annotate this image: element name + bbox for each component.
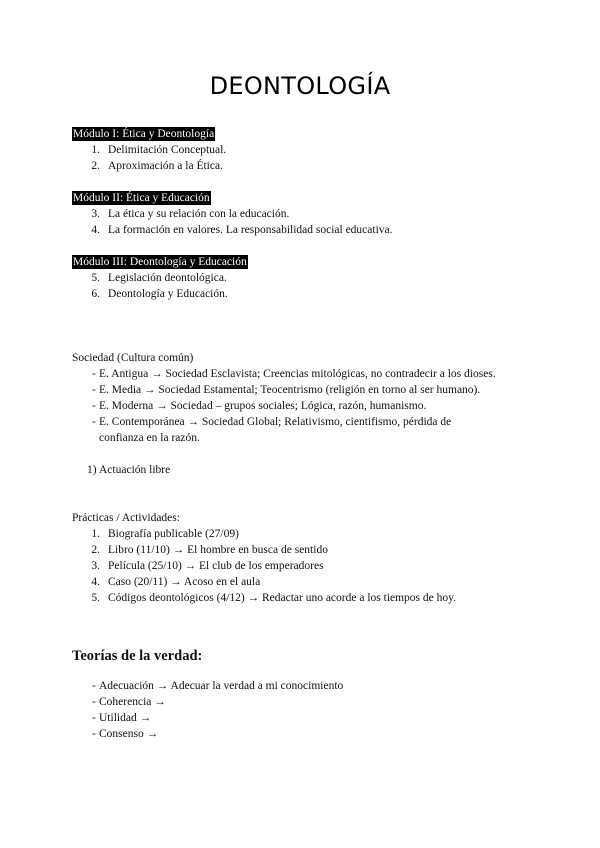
list-text: Libro (11/10) → El hombre en busca de sentido	[108, 544, 328, 556]
page-title: DEONTOLOGÍA	[209, 72, 391, 100]
list-item	[72, 206, 393, 222]
module-heading: Módulo II: Ética y Educación	[73, 192, 210, 204]
list-number: 3.	[91, 208, 100, 220]
list-number: 1.	[91, 144, 100, 156]
module-1-list	[72, 142, 226, 174]
section-heading: Prácticas / Actividades:	[72, 512, 180, 524]
module-1	[72, 126, 226, 174]
list-text: Coherencia →	[99, 696, 166, 708]
list-number: 2.	[91, 544, 100, 556]
module-2-list	[72, 206, 393, 238]
list-number: 5.	[91, 592, 100, 604]
list-number: 4.	[91, 576, 100, 588]
list-item	[72, 726, 343, 742]
sociedad-section	[72, 350, 512, 478]
module-3	[72, 254, 248, 302]
list-bullet: -	[92, 696, 96, 708]
list-text: E. Moderna → Sociedad – grupos sociales; Lógica, razón, humanismo.	[99, 400, 427, 412]
list-item	[72, 286, 248, 302]
list-text: Consenso →	[99, 728, 159, 740]
list-text: Utilidad →	[99, 712, 152, 724]
module-2	[72, 190, 393, 238]
list-number: 2.	[91, 160, 100, 172]
list-text: Delimitación Conceptual.	[108, 144, 227, 156]
list-item	[72, 398, 512, 414]
section-heading: Sociedad (Cultura común)	[72, 352, 194, 364]
list-item	[72, 382, 512, 398]
list-item	[72, 558, 456, 574]
list-item	[72, 142, 226, 158]
list-bullet: -	[92, 400, 96, 412]
list-text: Deontología y Educación.	[108, 288, 228, 300]
list-bullet: -	[92, 728, 96, 740]
list-text: Biografía publicable (27/09)	[108, 528, 239, 540]
list-bullet: -	[92, 680, 96, 692]
list-item	[72, 366, 512, 382]
list-text: La formación en valores. La responsabilidad social educativa.	[108, 224, 393, 236]
list-number: 6.	[91, 288, 100, 300]
module-heading: Módulo I: Ética y Deontología	[73, 128, 215, 140]
list-item	[72, 270, 248, 286]
list-text: Caso (20/11) → Acoso en el aula	[108, 576, 261, 588]
list-item	[72, 542, 456, 558]
list-text: Aproximación a la Ética.	[108, 160, 223, 172]
teorias-list	[72, 678, 343, 742]
list-bullet: -	[92, 368, 96, 380]
sociedad-list	[72, 366, 512, 446]
list-bullet: -	[92, 416, 96, 428]
list-text: E. Antigua → Sociedad Esclavista; Creencias mitológicas, no contradecir a los dioses.	[99, 368, 496, 380]
module-heading: Módulo III: Deontología y Educación	[73, 256, 247, 268]
list-item	[72, 678, 343, 694]
list-number: 4.	[91, 224, 100, 236]
list-item	[72, 574, 456, 590]
practicas-list	[72, 526, 456, 606]
list-bullet: -	[92, 712, 96, 724]
list-text: Película (25/10) → El club de los emperadores	[108, 560, 324, 572]
list-item	[72, 526, 456, 542]
list-item	[72, 462, 512, 478]
list-item	[72, 694, 343, 710]
section-heading: Teorías de la verdad:	[72, 648, 203, 664]
list-item	[72, 590, 456, 606]
list-text: E. Contemporánea → Sociedad Global; Relativismo, cientifismo, pérdida de confianza en la razón.	[99, 416, 452, 444]
list-number: 1.	[91, 528, 100, 540]
list-bullet: -	[92, 384, 96, 396]
practicas-section	[72, 510, 456, 606]
list-number: 1)	[87, 464, 97, 476]
list-text: Adecuación → Adecuar la verdad a mi conocimiento	[99, 680, 344, 692]
list-text: Códigos deontológicos (4/12) → Redactar uno acorde a los tiempos de hoy.	[108, 592, 457, 604]
list-item	[72, 222, 393, 238]
list-item	[72, 710, 343, 726]
list-item	[72, 414, 512, 446]
module-3-list	[72, 270, 248, 302]
list-number: 5.	[91, 272, 100, 284]
list-text: Actuación libre	[99, 464, 171, 476]
list-text: Legislación deontológica.	[108, 272, 227, 284]
list-number: 3.	[91, 560, 100, 572]
list-text: La ética y su relación con la educación.	[108, 208, 290, 220]
list-item	[72, 158, 226, 174]
teorias-section	[72, 648, 343, 742]
list-text: E. Media → Sociedad Estamental; Teocentrismo (religión en torno al ser humano).	[99, 384, 481, 396]
